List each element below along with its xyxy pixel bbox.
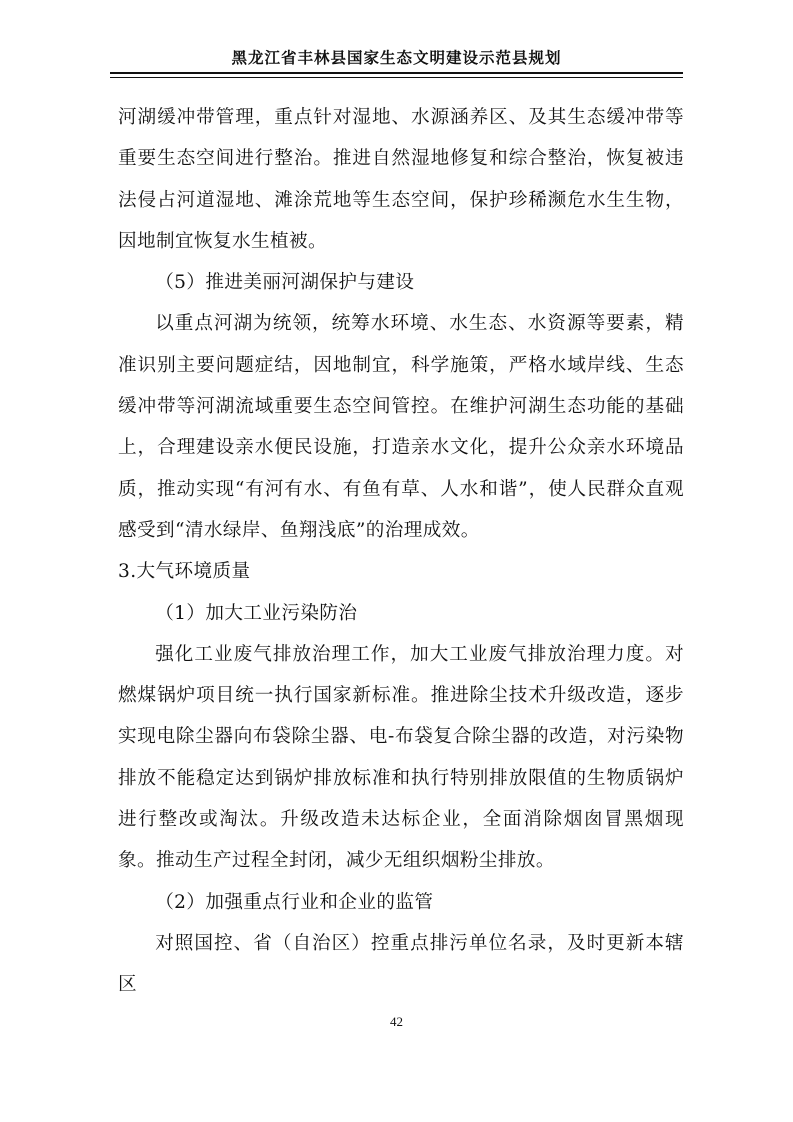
page-body [118, 97, 684, 1006]
subheading-key-industry-supervision: （2）加强重点行业和企业的监管 [155, 891, 434, 913]
subheading-industrial-pollution: （1）加大工业污染防治 [155, 602, 358, 624]
paragraph-wetland-buffer: 河湖缓冲带管理，重点针对湿地、水源涵养区、及其生态缓冲带等重要生态空间进行整治。推进自然湿地修复和综合整治，恢复被违法侵占河道湿地、滩涂荒地等生态空间，保护珍稀濒危水生生物，因地制宜恢复水生植被。 [118, 107, 684, 252]
paragraph-river-protection: 以重点河湖为统领，统筹水环境、水生态、水资源等要素，精准识别主要问题症结，因地制宜，科学施策，严格水域岸线、生态缓冲带等河湖流域重要生态空间管控。在维护河湖生态功能的基础上，合理建设亲水便民设施，打造亲水文化，提升公众亲水环境品质，推动实现“有河有水、有鱼有草、人水和谐”，使人民群众直观感受到“清水绿岸、鱼翔浅底”的治理成效。 [118, 313, 684, 541]
subheading-beautiful-rivers: （5）推进美丽河湖保护与建设 [155, 272, 415, 294]
header-thin-rule [110, 77, 683, 78]
paragraph-industrial-emissions: 强化工业废气排放治理工作，加大工业废气排放治理力度。对燃煤锅炉项目统一执行国家新标准。推进除尘技术升级改造，逐步实现电除尘器向布袋除尘器、电-布袋复合除尘器的改造，对污染物排放不能稳定达到锅炉排放标准和执行特别排放限值的生物质锅炉进行整改或淘汰。升级改造未达标企业，全面消除烟囱冒黑烟现象。推动生产过程全封闭，减少无组织烟粉尘排放。 [118, 643, 684, 872]
paragraph-key-polluters: 对照国控、省（自治区）控重点排污单位名录，及时更新本辖区 [118, 932, 684, 996]
running-header: 黑龙江省丰林县国家生态文明建设示范县规划 [231, 49, 562, 67]
header-thick-rule [110, 72, 683, 74]
page-number: 42 [390, 1014, 403, 1029]
section-heading-air-quality: 3.大气环境质量 [118, 561, 251, 583]
